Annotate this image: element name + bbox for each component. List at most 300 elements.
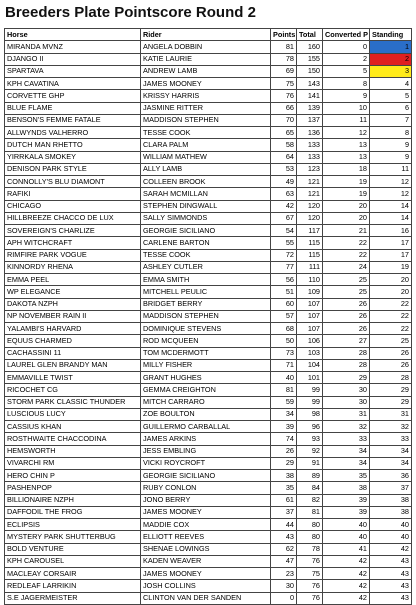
cell-converted: 10 — [323, 102, 370, 114]
cell-converted: 8 — [323, 78, 370, 90]
cell-total: 92 — [297, 445, 323, 457]
cell-rider: BRIDGET BERRY — [141, 298, 271, 310]
table-row — [5, 200, 412, 212]
cell-converted: 28 — [323, 359, 370, 371]
cell-horse: SOVEREIGN'S CHARLIZE — [5, 225, 141, 237]
cell-points: 59 — [271, 396, 297, 408]
cell-rider: SARAH MCMILLAN — [141, 188, 271, 200]
table-row — [5, 580, 412, 592]
table-row — [5, 335, 412, 347]
cell-rider: CARLENE BARTON — [141, 237, 271, 249]
cell-converted: 11 — [323, 114, 370, 126]
cell-converted: 27 — [323, 335, 370, 347]
cell-total: 80 — [297, 531, 323, 543]
table-row — [5, 176, 412, 188]
cell-total: 76 — [297, 580, 323, 592]
cell-rider: ANDREW LAMB — [141, 65, 271, 77]
cell-converted: 26 — [323, 298, 370, 310]
cell-total: 98 — [297, 408, 323, 420]
cell-horse: EMMAVILLE TWIST — [5, 372, 141, 384]
cell-total: 99 — [297, 384, 323, 396]
table-row — [5, 494, 412, 506]
cell-standing: 40 — [370, 531, 412, 543]
cell-total: 141 — [297, 90, 323, 102]
cell-points: 67 — [271, 212, 297, 224]
cell-horse: BLUE FLAME — [5, 102, 141, 114]
cell-points: 70 — [271, 114, 297, 126]
cell-horse: CHICAGO — [5, 200, 141, 212]
cell-points: 76 — [271, 90, 297, 102]
table-row — [5, 90, 412, 102]
cell-points: 77 — [271, 261, 297, 273]
cell-points: 81 — [271, 41, 297, 53]
cell-rider: JASMINE RITTER — [141, 102, 271, 114]
cell-total: 143 — [297, 78, 323, 90]
table-row — [5, 114, 412, 126]
cell-total: 111 — [297, 261, 323, 273]
table-row — [5, 592, 412, 604]
table-row — [5, 421, 412, 433]
cell-converted: 28 — [323, 347, 370, 359]
cell-horse: RICOCHET CG — [5, 384, 141, 396]
cell-total: 96 — [297, 421, 323, 433]
cell-horse: NP NOVEMBER RAIN II — [5, 310, 141, 322]
cell-horse: KINNORDY RHENA — [5, 261, 141, 273]
cell-standing: 42 — [370, 543, 412, 555]
cell-standing: 11 — [370, 163, 412, 175]
cell-total: 89 — [297, 470, 323, 482]
cell-horse: CACHASSINI 11 — [5, 347, 141, 359]
cell-rider: ALLY LAMB — [141, 163, 271, 175]
cell-points: 60 — [271, 298, 297, 310]
cell-standing: 43 — [370, 568, 412, 580]
cell-total: 107 — [297, 298, 323, 310]
table-row — [5, 274, 412, 286]
cell-horse: YIRRKALA SMOKEY — [5, 151, 141, 163]
cell-points: 58 — [271, 139, 297, 151]
cell-total: 139 — [297, 102, 323, 114]
cell-total: 133 — [297, 151, 323, 163]
cell-points: 30 — [271, 580, 297, 592]
cell-standing: 20 — [370, 274, 412, 286]
cell-total: 107 — [297, 323, 323, 335]
cell-points: 50 — [271, 335, 297, 347]
cell-points: 34 — [271, 408, 297, 420]
cell-converted: 39 — [323, 494, 370, 506]
cell-rider: GUILLERMO CARBALLAL — [141, 421, 271, 433]
cell-horse: KPH CAVATINA — [5, 78, 141, 90]
cell-converted: 38 — [323, 482, 370, 494]
cell-standing: 22 — [370, 310, 412, 322]
table-row — [5, 286, 412, 298]
cell-points: 43 — [271, 531, 297, 543]
cell-horse: SPARTAVA — [5, 65, 141, 77]
cell-total: 99 — [297, 396, 323, 408]
cell-total: 81 — [297, 506, 323, 518]
cell-total: 110 — [297, 274, 323, 286]
cell-total: 123 — [297, 163, 323, 175]
cell-rider: JAMES MOONEY — [141, 568, 271, 580]
cell-total: 120 — [297, 200, 323, 212]
table-row — [5, 470, 412, 482]
cell-horse: REDLEAF LARRIKIN — [5, 580, 141, 592]
cell-rider: ASHLEY CUTLER — [141, 261, 271, 273]
cell-points: 42 — [271, 200, 297, 212]
cell-horse: EQUUS CHARMED — [5, 335, 141, 347]
cell-converted: 42 — [323, 568, 370, 580]
cell-horse: DJANGO II — [5, 53, 141, 65]
cell-horse: HILLBREEZE CHACCO DE LUX — [5, 212, 141, 224]
cell-total: 107 — [297, 310, 323, 322]
cell-horse: RIMFIRE PARK VOGUE — [5, 249, 141, 261]
cell-converted: 5 — [323, 65, 370, 77]
cell-total: 117 — [297, 225, 323, 237]
cell-standing: 31 — [370, 408, 412, 420]
cell-total: 137 — [297, 114, 323, 126]
cell-total: 78 — [297, 543, 323, 555]
cell-converted: 19 — [323, 188, 370, 200]
cell-horse: LAUREL GLEN BRANDY MAN — [5, 359, 141, 371]
cell-rider: MITCHELL PEULIC — [141, 286, 271, 298]
cell-standing: 43 — [370, 592, 412, 604]
cell-horse: ALLWYNDS VALHERRO — [5, 127, 141, 139]
cell-rider: MADDISON STEPHEN — [141, 114, 271, 126]
cell-horse: DAFFODIL THE FROG — [5, 506, 141, 518]
cell-standing: 32 — [370, 421, 412, 433]
cell-total: 91 — [297, 457, 323, 469]
cell-converted: 40 — [323, 531, 370, 543]
table-row — [5, 531, 412, 543]
cell-rider: JONO BERRY — [141, 494, 271, 506]
cell-converted: 26 — [323, 323, 370, 335]
cell-converted: 35 — [323, 470, 370, 482]
cell-standing: 19 — [370, 261, 412, 273]
cell-converted: 42 — [323, 555, 370, 567]
cell-standing: 37 — [370, 482, 412, 494]
table-row — [5, 249, 412, 261]
table-row — [5, 347, 412, 359]
cell-converted: 39 — [323, 506, 370, 518]
cell-standing: 16 — [370, 225, 412, 237]
cell-horse: YALAMBI'S HARVARD — [5, 323, 141, 335]
cell-converted: 42 — [323, 580, 370, 592]
cell-points: 61 — [271, 494, 297, 506]
cell-rider: JAMES MOONEY — [141, 78, 271, 90]
cell-converted: 41 — [323, 543, 370, 555]
cell-standing: 9 — [370, 151, 412, 163]
header-total: Total — [297, 29, 323, 41]
cell-rider: MILLY FISHER — [141, 359, 271, 371]
cell-standing: 2 — [370, 53, 412, 65]
cell-converted: 0 — [323, 41, 370, 53]
cell-rider: GRANT HUGHES — [141, 372, 271, 384]
cell-rider: ZOE BOULTON — [141, 408, 271, 420]
cell-horse: LUSCIOUS LUCY — [5, 408, 141, 420]
cell-points: 65 — [271, 127, 297, 139]
cell-standing: 43 — [370, 555, 412, 567]
cell-horse: DENISON PARK STYLE — [5, 163, 141, 175]
cell-standing: 33 — [370, 433, 412, 445]
cell-horse: STORM PARK CLASSIC THUNDER — [5, 396, 141, 408]
cell-points: 74 — [271, 433, 297, 445]
cell-standing: 38 — [370, 494, 412, 506]
cell-converted: 25 — [323, 274, 370, 286]
cell-points: 37 — [271, 506, 297, 518]
cell-total: 82 — [297, 494, 323, 506]
cell-total: 109 — [297, 286, 323, 298]
cell-converted: 13 — [323, 139, 370, 151]
table-row — [5, 78, 412, 90]
cell-points: 54 — [271, 225, 297, 237]
cell-total: 75 — [297, 568, 323, 580]
cell-standing: 38 — [370, 506, 412, 518]
cell-standing: 29 — [370, 396, 412, 408]
cell-rider: KRISSY HARRIS — [141, 90, 271, 102]
cell-standing: 8 — [370, 127, 412, 139]
cell-rider: ELLIOTT REEVES — [141, 531, 271, 543]
table-row — [5, 237, 412, 249]
cell-rider: JAMES ARKINS — [141, 433, 271, 445]
cell-total: 115 — [297, 237, 323, 249]
cell-converted: 33 — [323, 433, 370, 445]
cell-points: 57 — [271, 310, 297, 322]
cell-horse: WP ELEGANCE — [5, 286, 141, 298]
cell-converted: 31 — [323, 408, 370, 420]
cell-rider: VICKI ROYCROFT — [141, 457, 271, 469]
header-rider: Rider — [141, 29, 271, 41]
cell-converted: 34 — [323, 445, 370, 457]
cell-total: 84 — [297, 482, 323, 494]
table-row — [5, 372, 412, 384]
cell-standing: 7 — [370, 114, 412, 126]
cell-total: 106 — [297, 335, 323, 347]
cell-standing: 6 — [370, 102, 412, 114]
cell-rider: TOM MCDERMOTT — [141, 347, 271, 359]
cell-points: 69 — [271, 65, 297, 77]
cell-horse: MYSTERY PARK SHUTTERBUG — [5, 531, 141, 543]
cell-points: 23 — [271, 568, 297, 580]
cell-total: 103 — [297, 347, 323, 359]
cell-points: 38 — [271, 470, 297, 482]
cell-standing: 14 — [370, 212, 412, 224]
cell-rider: EMMA SMITH — [141, 274, 271, 286]
cell-total: 155 — [297, 53, 323, 65]
cell-rider: CLARA PALM — [141, 139, 271, 151]
cell-converted: 12 — [323, 127, 370, 139]
cell-rider: JOSH COLLINS — [141, 580, 271, 592]
cell-points: 75 — [271, 78, 297, 90]
cell-points: 81 — [271, 384, 297, 396]
cell-total: 115 — [297, 249, 323, 261]
cell-total: 121 — [297, 188, 323, 200]
cell-horse: ROSTHWAITE CHACCODINA — [5, 433, 141, 445]
cell-converted: 30 — [323, 384, 370, 396]
cell-points: 47 — [271, 555, 297, 567]
cell-points: 39 — [271, 421, 297, 433]
cell-converted: 42 — [323, 592, 370, 604]
cell-standing: 12 — [370, 176, 412, 188]
table-row — [5, 408, 412, 420]
cell-horse: EMMA PEEL — [5, 274, 141, 286]
cell-converted: 25 — [323, 286, 370, 298]
cell-horse: ECLIPSIS — [5, 519, 141, 531]
cell-standing: 34 — [370, 445, 412, 457]
cell-horse: S.E JAGERMEISTER — [5, 592, 141, 604]
cell-rider: WILLIAM MATHEW — [141, 151, 271, 163]
cell-converted: 30 — [323, 396, 370, 408]
cell-converted: 19 — [323, 176, 370, 188]
cell-standing: 3 — [370, 65, 412, 77]
cell-rider: RUBY CONLON — [141, 482, 271, 494]
cell-rider: KATIE LAURIE — [141, 53, 271, 65]
cell-converted: 24 — [323, 261, 370, 273]
header-points: Points — [271, 29, 297, 41]
table-row — [5, 163, 412, 175]
cell-points: 49 — [271, 176, 297, 188]
table-row — [5, 384, 412, 396]
cell-rider: KADEN WEAVER — [141, 555, 271, 567]
cell-horse: HEMSWORTH — [5, 445, 141, 457]
cell-points: 35 — [271, 482, 297, 494]
cell-rider: GEMMA CREIGHTON — [141, 384, 271, 396]
table-row — [5, 151, 412, 163]
cell-standing: 1 — [370, 41, 412, 53]
cell-horse: DUTCH MAN RHETTO — [5, 139, 141, 151]
cell-total: 160 — [297, 41, 323, 53]
header-standing: Standing — [370, 29, 412, 41]
cell-rider: ROD MCQUEEN — [141, 335, 271, 347]
cell-horse: BOLD VENTURE — [5, 543, 141, 555]
table-row — [5, 225, 412, 237]
cell-horse: BILLIONAIRE NZPH — [5, 494, 141, 506]
cell-standing: 5 — [370, 90, 412, 102]
cell-total: 101 — [297, 372, 323, 384]
cell-horse: DAKOTA NZPH — [5, 298, 141, 310]
cell-points: 66 — [271, 102, 297, 114]
table-row — [5, 396, 412, 408]
cell-converted: 22 — [323, 249, 370, 261]
cell-standing: 26 — [370, 347, 412, 359]
cell-total: 93 — [297, 433, 323, 445]
cell-converted: 21 — [323, 225, 370, 237]
cell-rider: MADDIE COX — [141, 519, 271, 531]
cell-points: 62 — [271, 543, 297, 555]
cell-horse: PASHENPOP — [5, 482, 141, 494]
pointscore-table — [4, 28, 412, 605]
cell-rider: ANGELA DOBBIN — [141, 41, 271, 53]
cell-rider: SALLY SIMMONDS — [141, 212, 271, 224]
table-row — [5, 261, 412, 273]
table-row — [5, 310, 412, 322]
cell-horse: MIRANDA MVNZ — [5, 41, 141, 53]
cell-converted: 18 — [323, 163, 370, 175]
cell-total: 136 — [297, 127, 323, 139]
table-row — [5, 102, 412, 114]
cell-horse: CONNOLLY'S BLU DIAMONT — [5, 176, 141, 188]
cell-horse: HERO CHIN P — [5, 470, 141, 482]
cell-rider: TESSE COOK — [141, 249, 271, 261]
cell-rider: JAMES MOONEY — [141, 506, 271, 518]
cell-rider: GEORGIE SICILIANO — [141, 470, 271, 482]
cell-standing: 43 — [370, 580, 412, 592]
cell-total: 76 — [297, 592, 323, 604]
cell-points: 72 — [271, 249, 297, 261]
header-row — [5, 29, 412, 41]
cell-points: 44 — [271, 519, 297, 531]
cell-converted: 22 — [323, 237, 370, 249]
sheet-title: Breeders Plate Pointscore Round 2 — [5, 4, 256, 21]
cell-points: 26 — [271, 445, 297, 457]
table-row — [5, 543, 412, 555]
cell-horse: RAFIKI — [5, 188, 141, 200]
cell-standing: 34 — [370, 457, 412, 469]
cell-total: 121 — [297, 176, 323, 188]
cell-converted: 34 — [323, 457, 370, 469]
cell-converted: 32 — [323, 421, 370, 433]
cell-rider: JESS EMBLING — [141, 445, 271, 457]
cell-standing: 12 — [370, 188, 412, 200]
cell-points: 73 — [271, 347, 297, 359]
cell-standing: 28 — [370, 372, 412, 384]
cell-points: 55 — [271, 237, 297, 249]
table-row — [5, 568, 412, 580]
cell-horse: APH WITCHCRAFT — [5, 237, 141, 249]
cell-standing: 20 — [370, 286, 412, 298]
table-row — [5, 457, 412, 469]
cell-points: 0 — [271, 592, 297, 604]
cell-horse: MACLEAY CORSAIR — [5, 568, 141, 580]
table-row — [5, 53, 412, 65]
cell-standing: 40 — [370, 519, 412, 531]
cell-total: 133 — [297, 139, 323, 151]
cell-converted: 29 — [323, 372, 370, 384]
cell-horse: KPH CAROUSEL — [5, 555, 141, 567]
table-row — [5, 127, 412, 139]
header-horse: Horse — [5, 29, 141, 41]
table-row — [5, 433, 412, 445]
cell-points: 64 — [271, 151, 297, 163]
cell-rider: SHENAE LOWINGS — [141, 543, 271, 555]
cell-rider: STEPHEN DINGWALL — [141, 200, 271, 212]
cell-converted: 26 — [323, 310, 370, 322]
cell-points: 78 — [271, 53, 297, 65]
cell-converted: 40 — [323, 519, 370, 531]
cell-standing: 4 — [370, 78, 412, 90]
cell-standing: 14 — [370, 200, 412, 212]
cell-standing: 29 — [370, 384, 412, 396]
table-row — [5, 555, 412, 567]
table-row — [5, 139, 412, 151]
cell-total: 150 — [297, 65, 323, 77]
cell-total: 76 — [297, 555, 323, 567]
cell-standing: 36 — [370, 470, 412, 482]
cell-horse: CORVETTE GHP — [5, 90, 141, 102]
table-row — [5, 41, 412, 53]
cell-total: 104 — [297, 359, 323, 371]
cell-converted: 13 — [323, 151, 370, 163]
cell-standing: 22 — [370, 298, 412, 310]
cell-points: 29 — [271, 457, 297, 469]
cell-horse: BENSON'S FEMME FATALE — [5, 114, 141, 126]
cell-points: 68 — [271, 323, 297, 335]
cell-converted: 2 — [323, 53, 370, 65]
cell-points: 63 — [271, 188, 297, 200]
cell-rider: MADDISON STEPHEN — [141, 310, 271, 322]
table-row — [5, 323, 412, 335]
cell-converted: 20 — [323, 200, 370, 212]
cell-rider: DOMINIQUE STEVENS — [141, 323, 271, 335]
cell-points: 53 — [271, 163, 297, 175]
